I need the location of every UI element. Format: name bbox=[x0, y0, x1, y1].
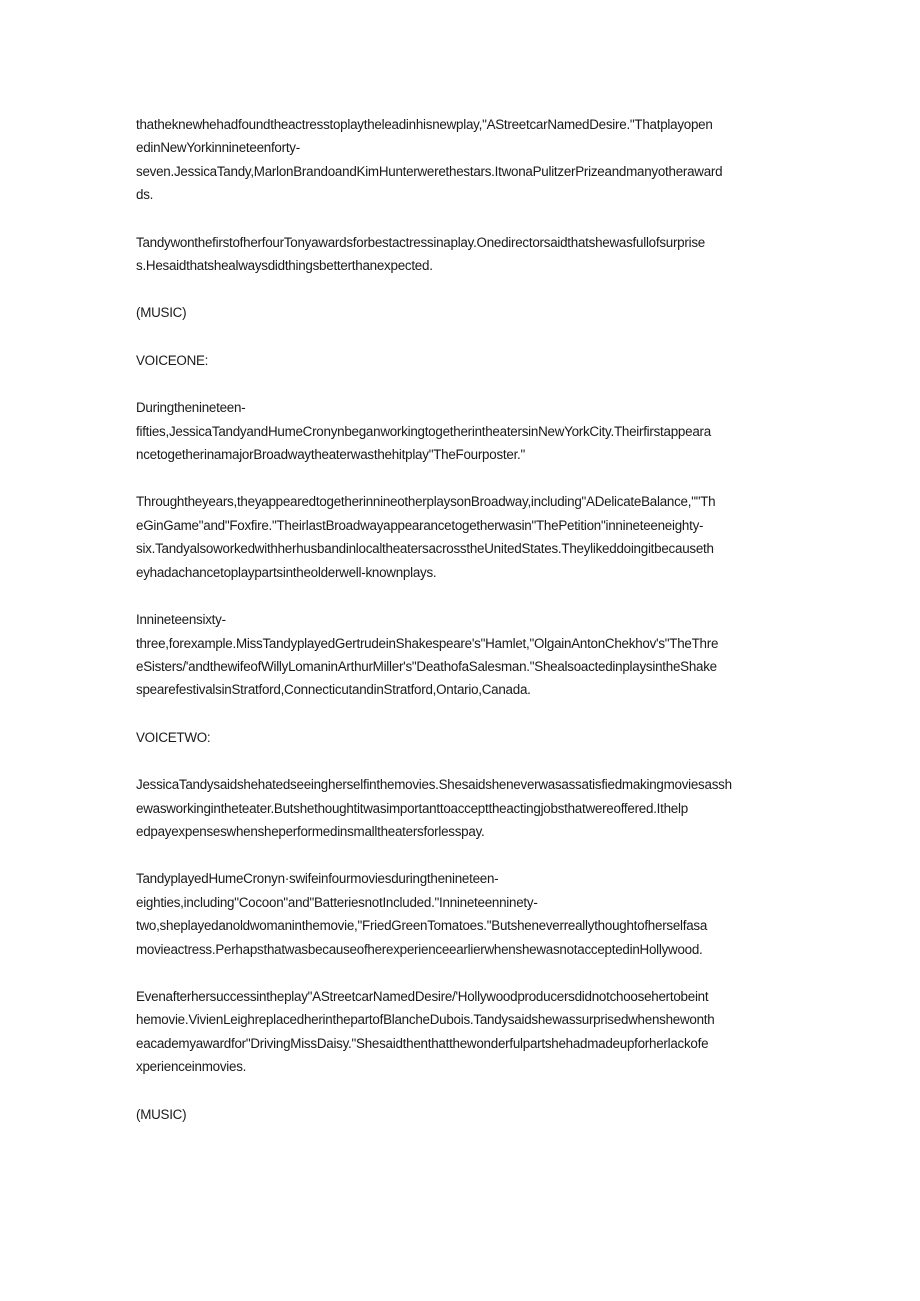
paragraph bbox=[136, 773, 786, 843]
text-line: fifties,JessicaTandyandHumeCronynbeganworkingtogetherintheatersinNewYorkCity.Theirfirstappeara bbox=[136, 423, 711, 439]
text-line: ewasworkingintheteater.Butshethoughtitwasimportanttoaccepttheactingjobsthatwereoffered.Ithelp bbox=[136, 800, 688, 816]
text-line: eighties,including"Cocoon"and"BatteriesnotIncluded."Innineteenninety- bbox=[136, 894, 538, 910]
paragraph bbox=[136, 396, 786, 466]
paragraph bbox=[136, 301, 786, 324]
text-line: TandyplayedHumeCronyn·swifeinfourmoviesduringthenineteen- bbox=[136, 871, 499, 887]
text-line: six.TandyalsoworkedwithherhusbandinlocaltheatersacrosstheUnitedStates.Theylikeddoingitbecauseth bbox=[136, 541, 714, 557]
text-line: spearefestivalsinStratford,ConnecticutandinStratford,Ontario,Canada. bbox=[136, 682, 531, 698]
text-line: thatheknewhehadfoundtheactresstoplaytheleadinhisnewplay,"AStreetcarNamedDesire."Thatplayopen bbox=[136, 117, 713, 132]
text-line: Innineteensixty- bbox=[136, 612, 226, 628]
text-line: eyhadachancetoplaypartsintheolderwell-knownplays. bbox=[136, 564, 437, 580]
paragraph bbox=[136, 1103, 786, 1126]
text-line: hemovie.VivienLeighreplacedherinthepartofBlancheDubois.Tandysaidshewassurprisedwhenshewonth bbox=[136, 1012, 715, 1028]
text-line: s.Hesaidthatshealwaysdidthingsbetterthanexpected. bbox=[136, 258, 433, 274]
text-line: Throughtheyears,theyappearedtogetherinnineotherplaysonBroadway,including"ADelicateBalance,""Th bbox=[136, 494, 716, 510]
document-page bbox=[136, 113, 786, 1150]
paragraph bbox=[136, 867, 786, 961]
text-line: Duringthenineteen- bbox=[136, 400, 246, 416]
text-line: seven.JessicaTandy,MarlonBrandoandKimHunterwerethestars.ItwonaPulitzerPrizeandmanyotheraward bbox=[136, 163, 723, 179]
paragraph bbox=[136, 608, 786, 702]
text-line: three,forexample.MissTandyplayedGertrudeinShakespeare's"Hamlet,"OlgainAntonChekhov's"TheThre bbox=[136, 635, 719, 651]
text-line: two,sheplayedanoldwomaninthemovie,"FriedGreenTomatoes."Butsheneverreallythoughtofherselfasa bbox=[136, 918, 708, 934]
text-line: (MUSIC) bbox=[136, 305, 187, 321]
paragraph bbox=[136, 349, 786, 372]
paragraph bbox=[136, 231, 786, 278]
text-line: eacademyawardfor"DrivingMissDaisy."Shesaidthenthatthewonderfulpartshehadmadeupforherlackofe bbox=[136, 1035, 709, 1051]
text-line: TandywonthefirstofherfourTonyawardsforbestactressinaplay.Onedirectorsaidthatshewasfullofsurprise bbox=[136, 234, 705, 250]
text-line: Evenafterhersuccessintheplay"AStreetcarNamedDesire/'Hollywoodproducersdidnotchoosehertobeint bbox=[136, 988, 709, 1004]
text-line: edpayexpenseswhensheperformedinsmalltheatersforlesspay. bbox=[136, 823, 485, 839]
text-line: VOICETWO: bbox=[136, 729, 211, 745]
paragraph bbox=[136, 490, 786, 584]
paragraph bbox=[136, 726, 786, 749]
text-line: edinNewYorkinnineteenforty- bbox=[136, 140, 300, 156]
text-line: ds. bbox=[136, 187, 154, 203]
text-line: ncetogetherinamajorBroadwaytheaterwasthehitplay"TheFourposter." bbox=[136, 447, 526, 463]
text-line: (MUSIC) bbox=[136, 1106, 187, 1122]
text-line: movieactress.PerhapsthatwasbecauseofherexperienceearlierwhenshewasnotacceptedinHollywood. bbox=[136, 941, 703, 957]
text-line: eSisters/'andthewifeofWillyLomaninArthurMiller's"DeathofaSalesman."Sheals​oactedinplaysintheShake bbox=[136, 658, 717, 674]
text-line: JessicaTandysaidshehatedseeingherselfinthemovies.Shesaidsheneverwasassatisfiedmakingmoviesassh bbox=[136, 777, 732, 793]
paragraph bbox=[136, 113, 786, 207]
paragraph bbox=[136, 985, 786, 1079]
text-line: xperienceinmovies. bbox=[136, 1059, 247, 1075]
text-line: eGinGame"and"Foxfire."TheirlastBroadwayappearancetogetherwasin"ThePetition"innineteeneighty- bbox=[136, 517, 704, 533]
text-line: VOICEONE: bbox=[136, 352, 209, 368]
